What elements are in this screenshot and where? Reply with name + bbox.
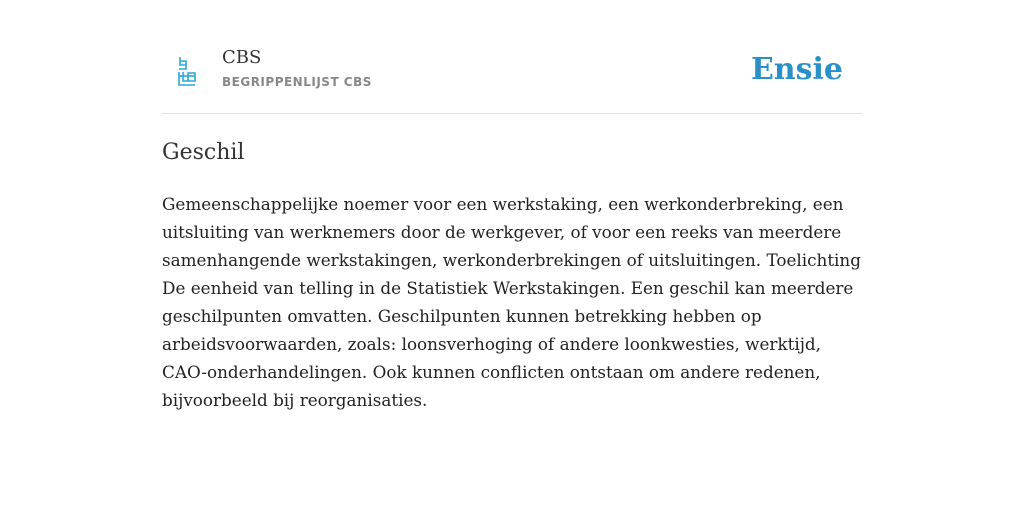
- cbs-logo-icon[interactable]: [176, 56, 198, 86]
- header: [162, 40, 862, 114]
- source-subtitle: BEGRIPPENLIJST CBS: [222, 75, 372, 89]
- term-title: Geschil: [162, 140, 245, 165]
- term-definition: Gemeenschappelijke noemer voor een werkstaking, een werkonderbreking, een uitsluiting van werknemers door de werkgever, of voor een reeks van meerdere samenhangende werkstakingen, werkonderbrekingen of uitsluitingen. Toelichting De eenheid van telling in de Statistiek Werkstakingen. Een geschil kan meerdere geschilpunten omvatten. Geschilpunten kunnen betrekking hebben op arbeidsvoorwaarden, zoals: loonsverhoging of andere loonkwesties, werktijd, CAO-onderhandelingen. Ook kunnen conflicten ontstaan om andere redenen, bijvoorbeeld bij reorganisaties.: [162, 194, 861, 410]
- brand-logo[interactable]: Ensie: [750, 52, 843, 87]
- source-name[interactable]: CBS: [222, 47, 262, 68]
- content-container: [162, 40, 862, 414]
